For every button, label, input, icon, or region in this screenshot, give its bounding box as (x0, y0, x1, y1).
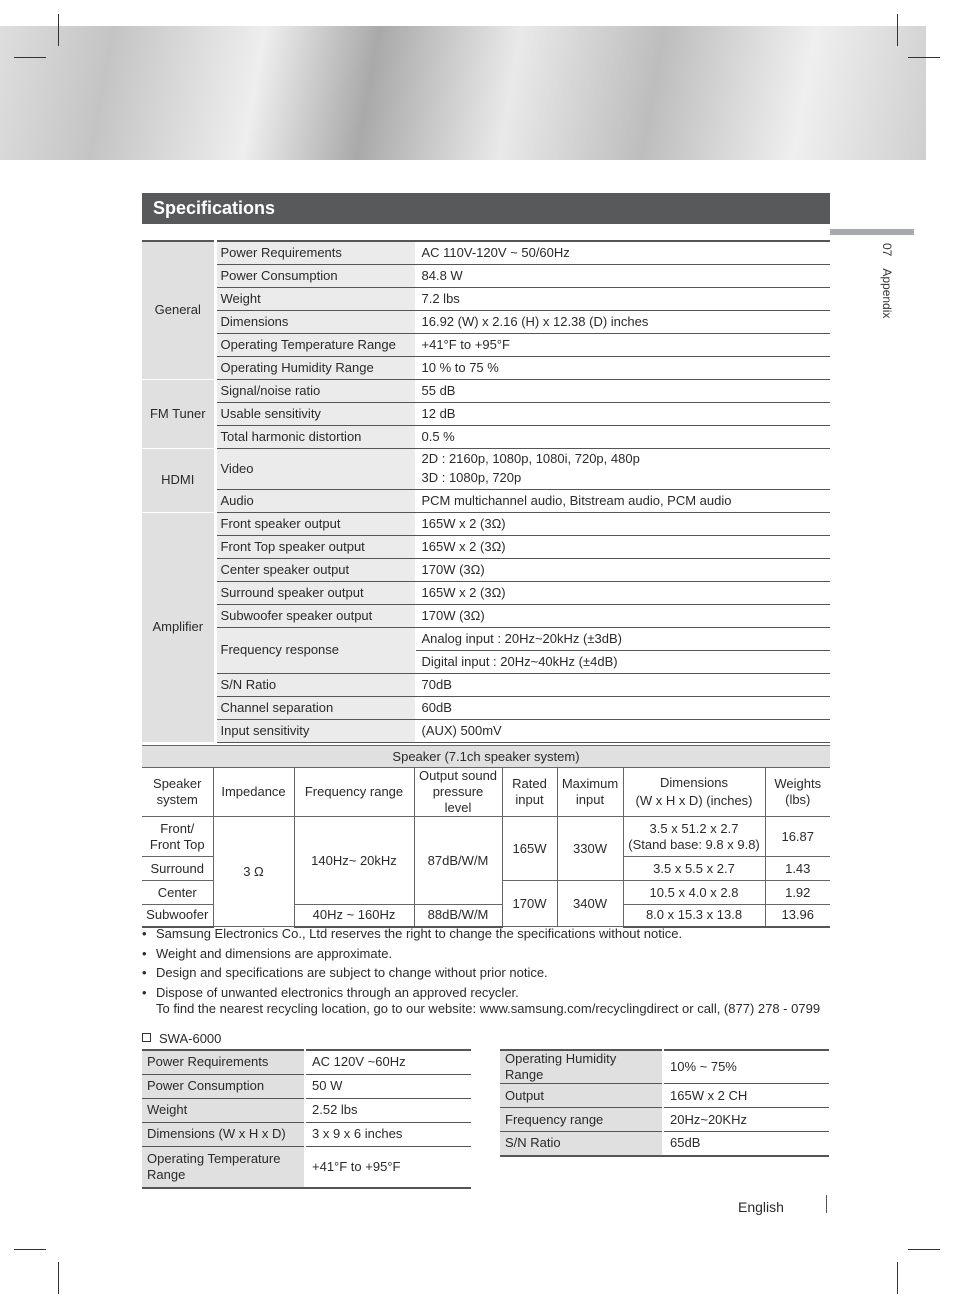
crop-mark (908, 57, 940, 58)
spec-value: 165W x 2 CH (663, 1084, 829, 1108)
spec-value: 10% ~ 75% (663, 1050, 829, 1084)
list-item: • Design and specifications are subject to change without prior notice. (142, 963, 842, 983)
speaker-table-title: Speaker (7.1ch speaker system) (142, 746, 830, 768)
spec-value: PCM multichannel audio, Bitstream audio, PCM audio (415, 489, 830, 512)
speaker-name-line: Front Top (149, 836, 205, 852)
spec-label: S/N Ratio (500, 1132, 663, 1156)
spec-label: Usable sensitivity (215, 402, 415, 425)
spec-value: 20Hz~20KHz (663, 1108, 829, 1132)
speaker-name (142, 817, 213, 857)
table-row (142, 719, 830, 742)
column-header: Rated input (502, 768, 557, 817)
table-row (142, 696, 830, 719)
spec-value (415, 448, 830, 489)
page-title: Specifications (153, 198, 276, 218)
table-row (142, 356, 830, 379)
swa-spec-table-left (142, 1049, 471, 1189)
table-row (142, 746, 830, 768)
rated-input-cell: 165W (502, 817, 557, 881)
max-input-cell: 330W (557, 817, 623, 881)
chapter-title: Appendix (880, 268, 894, 319)
spec-value: AC 120V ~60Hz (305, 1050, 471, 1074)
speaker-name: Surround (142, 857, 213, 881)
spec-value: 55 dB (415, 379, 830, 402)
dimensions-cell: 10.5 x 4.0 x 2.8 (623, 881, 765, 905)
table-row (142, 512, 830, 535)
category-amplifier: Amplifier (142, 512, 215, 742)
table-row (142, 333, 830, 356)
spec-value: +41°F to +95°F (415, 333, 830, 356)
list-item: • Samsung Electronics Co., Ltd reserves the right to change the specifications without notice. (142, 924, 842, 944)
list-item: • Weight and dimensions are approximate. (142, 944, 842, 964)
category-fm-tuner: FM Tuner (142, 379, 215, 448)
table-row (500, 1084, 829, 1108)
spec-label: Video (215, 448, 415, 489)
spec-value: Analog input : 20Hz~20kHz (±3dB) (415, 627, 830, 650)
column-header: Speaker system (142, 768, 213, 817)
table-row (142, 627, 830, 650)
notes-list (142, 924, 842, 1019)
spec-label: Channel separation (215, 696, 415, 719)
table-row (500, 1132, 829, 1156)
table-row (142, 489, 830, 512)
crop-mark (14, 1249, 46, 1250)
spec-value: 165W x 2 (3Ω) (415, 512, 830, 535)
table-row (142, 604, 830, 627)
spec-value: 165W x 2 (3Ω) (415, 535, 830, 558)
crop-mark (58, 14, 59, 46)
table-row (142, 425, 830, 448)
swa-title: SWA-6000 (159, 1031, 222, 1046)
speaker-name: Subwoofer (142, 905, 213, 927)
spec-label: Weight (215, 287, 415, 310)
column-header: Output sound pressure level (414, 768, 502, 817)
dimensions-line: 3.5 x 51.2 x 2.7 (649, 820, 739, 836)
spec-value: 2.52 lbs (305, 1098, 471, 1122)
spec-label: Frequency range (500, 1108, 663, 1132)
spec-value: Digital input : 20Hz~40kHz (±4dB) (415, 650, 830, 673)
spec-value: AC 110V-120V ~ 50/60Hz (415, 241, 830, 264)
spec-value: 70dB (415, 673, 830, 696)
table-row (500, 1108, 829, 1132)
spec-label: Front Top speaker output (215, 535, 415, 558)
speaker-table (142, 745, 830, 928)
spec-label: Center speaker output (215, 558, 415, 581)
dimensions-cell: 8.0 x 15.3 x 13.8 (623, 905, 765, 927)
column-header (623, 768, 765, 817)
swa-spec-table-right (500, 1049, 829, 1157)
spec-label: Power Consumption (142, 1074, 305, 1098)
spec-label: Power Consumption (215, 264, 415, 287)
spec-value: +41°F to +95°F (305, 1146, 471, 1188)
spec-label: Operating Humidity Range (215, 356, 415, 379)
spec-label: Operating Humidity Range (500, 1050, 663, 1084)
weight-cell: 1.43 (765, 857, 830, 881)
rated-input-cell: 170W (502, 881, 557, 927)
weight-cell: 1.92 (765, 881, 830, 905)
checkbox-bullet-icon (142, 1033, 151, 1042)
spec-label: Subwoofer speaker output (215, 604, 415, 627)
spec-value: 65dB (663, 1132, 829, 1156)
spec-label: Audio (215, 489, 415, 512)
table-row (142, 558, 830, 581)
table-row (142, 535, 830, 558)
video-line-2d: 2D : 2160p, 1080p, 1080i, 720p, 480p (421, 451, 640, 466)
column-header: Maximum input (557, 768, 623, 817)
weight-cell: 16.87 (765, 817, 830, 857)
spec-label: Signal/noise ratio (215, 379, 415, 402)
frequency-cell: 140Hz~ 20kHz (294, 817, 414, 905)
table-row (142, 264, 830, 287)
weight-cell: 13.96 (765, 905, 830, 927)
spec-value: 0.5 % (415, 425, 830, 448)
spec-label: Output (500, 1084, 663, 1108)
table-row (142, 673, 830, 696)
crop-mark (908, 1249, 940, 1250)
video-line-3d: 3D : 1080p, 720p (421, 470, 522, 485)
table-row (142, 1146, 471, 1188)
note-recycling-text: To find the nearest recycling location, go to our website: www.samsung.com/recyclingdirect or call, (877) 278 - 0799 (156, 1001, 821, 1016)
spec-table (142, 240, 830, 743)
column-header: Weights (lbs) (765, 768, 830, 817)
dimensions-header: Dimensions (660, 775, 728, 790)
spec-label: Power Requirements (215, 241, 415, 264)
spec-label: Input sensitivity (215, 719, 415, 742)
chapter-number: 07 (880, 243, 894, 257)
dimensions-line: (Stand base: 9.8 x 9.8) (628, 836, 760, 852)
spec-label: Dimensions (215, 310, 415, 333)
table-row (142, 768, 830, 817)
spec-label: S/N Ratio (215, 673, 415, 696)
spec-value: 50 W (305, 1074, 471, 1098)
spec-label: Total harmonic distortion (215, 425, 415, 448)
spl-cell: 87dB/W/M (414, 817, 502, 905)
spec-value: 60dB (415, 696, 830, 719)
footer-divider (826, 1195, 827, 1213)
table-row (142, 1050, 471, 1074)
category-hdmi: HDMI (142, 448, 215, 512)
footer-language: English (738, 1199, 784, 1215)
spec-value: (AUX) 500mV (415, 719, 830, 742)
table-row (142, 1122, 471, 1146)
crop-mark (58, 1262, 59, 1294)
spec-label: Front speaker output (215, 512, 415, 535)
spec-value: 170W (3Ω) (415, 604, 830, 627)
spec-value: 3 x 9 x 6 inches (305, 1122, 471, 1146)
spec-label: Dimensions (W x H x D) (142, 1122, 305, 1146)
spec-label: Operating Temperature Range (142, 1146, 305, 1188)
column-header: Frequency range (294, 768, 414, 817)
spec-value: 170W (3Ω) (415, 558, 830, 581)
spec-value: 7.2 lbs (415, 287, 830, 310)
spec-value: 10 % to 75 % (415, 356, 830, 379)
category-general: General (142, 241, 215, 379)
dimensions-cell (623, 817, 765, 857)
dimensions-unit: (W x H x D) (inches) (635, 793, 753, 808)
table-row (142, 287, 830, 310)
table-row (142, 241, 830, 264)
speaker-name-line: Front/ (160, 820, 195, 836)
impedance-cell: 3 Ω (213, 817, 294, 927)
spec-value: 12 dB (415, 402, 830, 425)
dimensions-cell: 3.5 x 5.5 x 2.7 (623, 857, 765, 881)
crop-mark (897, 14, 898, 46)
table-row (142, 379, 830, 402)
spl-cell: 88dB/W/M (414, 905, 502, 927)
crop-mark (14, 57, 46, 58)
spec-value: 84.8 W (415, 264, 830, 287)
header-banner (0, 26, 926, 160)
table-row (500, 1050, 829, 1084)
table-row (142, 310, 830, 333)
table-row (142, 817, 830, 857)
table-row (142, 402, 830, 425)
spec-value: 16.92 (W) x 2.16 (H) x 12.38 (D) inches (415, 310, 830, 333)
table-row (142, 448, 830, 489)
table-row (142, 1074, 471, 1098)
list-item (142, 983, 842, 1019)
table-row (142, 581, 830, 604)
side-tab-bar (830, 229, 914, 235)
frequency-cell: 40Hz ~ 160Hz (294, 905, 414, 927)
note-text: • Dispose of unwanted electronics through an approved recycler. (156, 984, 519, 1000)
crop-mark (897, 1262, 898, 1294)
spec-label: Weight (142, 1098, 305, 1122)
table-row (142, 1098, 471, 1122)
max-input-cell: 340W (557, 881, 623, 927)
spec-value: 165W x 2 (3Ω) (415, 581, 830, 604)
spec-label: Operating Temperature Range (215, 333, 415, 356)
section-title-bar (142, 193, 830, 224)
column-header: Impedance (213, 768, 294, 817)
speaker-name: Center (142, 881, 213, 905)
spec-label: Surround speaker output (215, 581, 415, 604)
spec-label: Frequency response (215, 627, 415, 673)
spec-label: Power Requirements (142, 1050, 305, 1074)
swa-subheading (142, 1031, 221, 1046)
side-tab-label (880, 243, 894, 318)
